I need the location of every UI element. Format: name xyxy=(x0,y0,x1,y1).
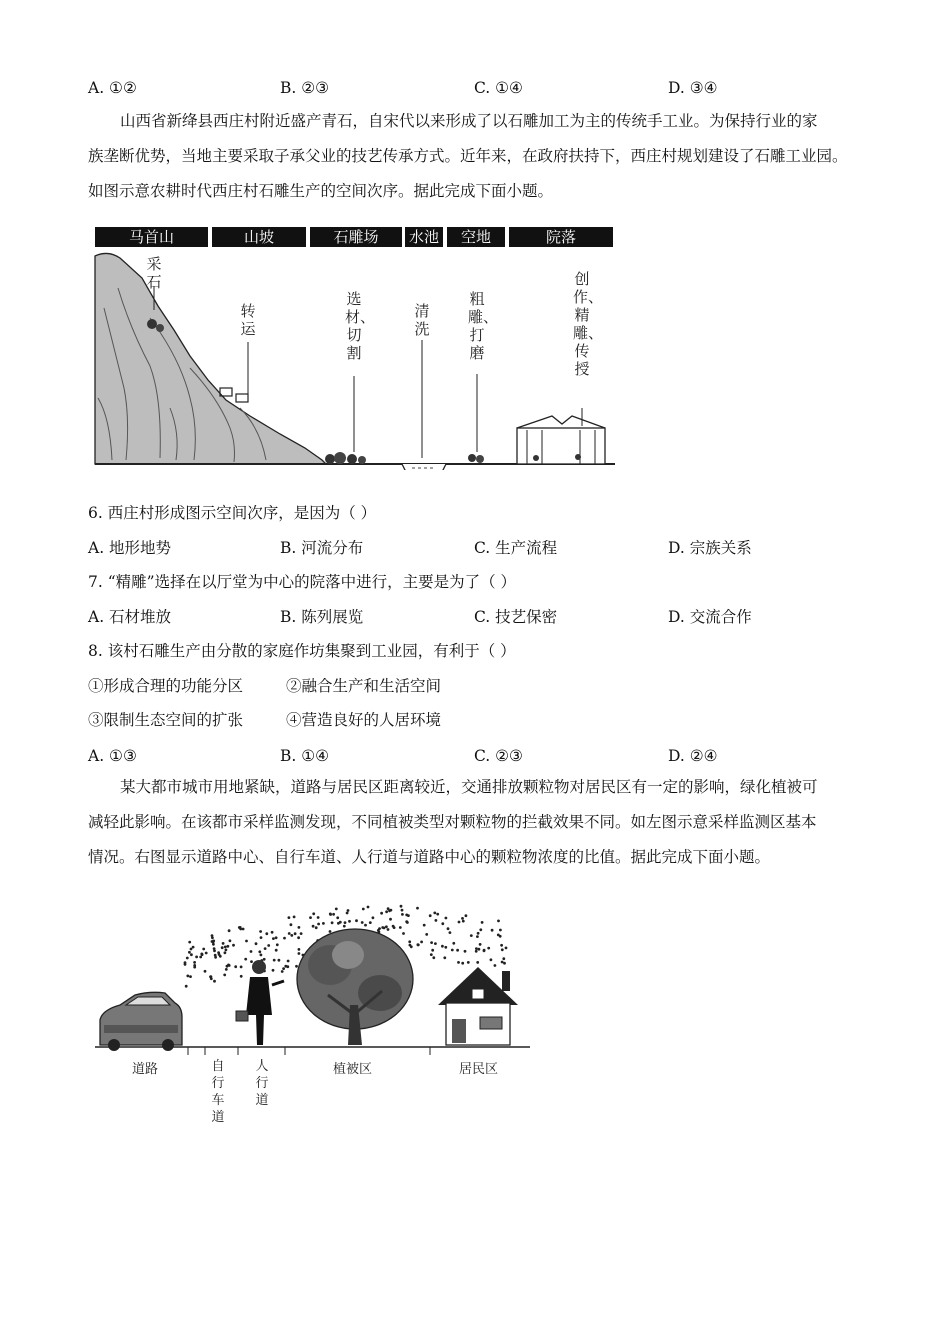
q7-stem: 7. “精雕”选择在以厅堂为中心的院落中进行，主要是为了（ ） xyxy=(88,573,516,591)
passage-2-line-3: 情况。右图显示道路中心、自行车道、人行道与道路中心的颗粒物浓度的比值。据此完成下面小题。 xyxy=(88,848,771,866)
particle-dot xyxy=(227,964,230,967)
passage-2-line-1: 某大都市城市用地紧缺，道路与居民区距离较近，交通排放颗粒物对居民区有一定的影响，绿化植被可 xyxy=(120,778,818,796)
particle-dot xyxy=(278,959,281,962)
particle-dot xyxy=(222,942,225,945)
particle-dot xyxy=(452,942,455,945)
particle-dot xyxy=(501,948,504,951)
particle-dot xyxy=(400,905,403,908)
q8-option-c[interactable]: C. ②③ xyxy=(474,747,523,765)
particle-dot xyxy=(263,958,266,961)
particle-dot xyxy=(417,943,420,946)
particle-dot xyxy=(315,926,318,929)
particle-dot xyxy=(276,943,279,946)
header-kongdi: 空地 xyxy=(447,227,505,247)
particle-dot xyxy=(186,975,189,978)
particle-dot xyxy=(317,916,320,919)
particle-dot xyxy=(195,956,198,959)
particle-dot xyxy=(287,960,290,963)
particle-dot xyxy=(483,949,486,952)
particle-dot xyxy=(214,956,217,959)
q6-option-c[interactable]: C. 生产流程 xyxy=(474,539,558,557)
particle-dot xyxy=(332,913,335,916)
particle-dot xyxy=(293,916,296,919)
particle-dot xyxy=(286,965,289,968)
particle-dot xyxy=(259,930,262,933)
particle-dot xyxy=(430,941,433,944)
particle-dot xyxy=(362,908,365,911)
particle-dot xyxy=(372,916,375,919)
particle-dot xyxy=(476,961,479,964)
particle-dot xyxy=(250,960,253,963)
particle-dot xyxy=(499,929,502,932)
particle-dot xyxy=(346,912,349,915)
label-zhuanyun: 转运 xyxy=(240,302,256,338)
particle-dot xyxy=(300,932,303,935)
particle-dot xyxy=(272,937,275,940)
particle-dot xyxy=(387,928,390,931)
particle-dot xyxy=(456,949,459,952)
particle-dot xyxy=(260,954,263,957)
particle-dot xyxy=(199,956,202,959)
particle-dot xyxy=(429,914,432,917)
particle-dot xyxy=(393,926,396,929)
particle-dot xyxy=(245,940,248,943)
label-qingxi: 清洗 xyxy=(414,302,430,338)
particle-dot xyxy=(258,950,261,953)
label-caishi: 采石 xyxy=(146,255,162,291)
passage-2-line-2: 减轻此影响。在该都市采样监测发现，不同植被类型对颗粒物的拦截效果不同。如左图示意采样监测区基本 xyxy=(88,813,817,831)
particle-dot xyxy=(188,951,191,954)
particle-dot xyxy=(193,961,196,964)
particle-dot xyxy=(186,957,189,960)
header-shanpo: 山坡 xyxy=(212,227,306,247)
q7-option-b[interactable]: B. 陈列展览 xyxy=(280,608,364,626)
particle-dot xyxy=(443,956,446,959)
particle-dot xyxy=(464,950,467,953)
label-residential: 居民区 xyxy=(459,1062,499,1077)
particle-dot xyxy=(213,980,216,983)
particle-dot xyxy=(190,953,193,956)
particle-dot xyxy=(433,912,436,915)
particle-dot xyxy=(232,944,235,947)
tree-icon xyxy=(297,929,413,1045)
particle-dot xyxy=(267,944,270,947)
particle-dot xyxy=(425,933,428,936)
label-sidewalk: 人行道 xyxy=(255,1059,269,1108)
particle-dot xyxy=(503,962,506,965)
particle-dot xyxy=(408,940,411,943)
particle-dot xyxy=(244,958,247,961)
particle-dot xyxy=(494,964,497,967)
pool-shape xyxy=(402,464,446,470)
particle-dot xyxy=(457,961,460,964)
particle-dot xyxy=(435,919,438,922)
header-shidiaochang: 石雕场 xyxy=(310,227,402,247)
particle-dot xyxy=(491,929,494,932)
particle-dot xyxy=(399,926,402,929)
particle-dot xyxy=(205,952,208,955)
particle-dot xyxy=(294,932,297,935)
particle-dot xyxy=(211,936,214,939)
header-shuichi: 水池 xyxy=(405,227,443,247)
particle-dot xyxy=(401,913,404,916)
q6-option-a[interactable]: A. 地形地势 xyxy=(88,539,172,557)
particle-dot xyxy=(475,947,478,950)
option-a[interactable]: A. ①② xyxy=(88,79,137,97)
header-yuanluo: 院落 xyxy=(509,227,613,247)
particle-dot xyxy=(461,962,464,965)
particle-dot xyxy=(479,928,482,931)
particle-dot xyxy=(272,969,275,972)
particle-dot xyxy=(295,965,298,968)
particle-dot xyxy=(312,925,315,928)
particle-dot xyxy=(409,944,412,947)
particle-dot xyxy=(213,949,216,952)
particle-dot xyxy=(282,967,285,970)
particle-dot xyxy=(431,949,434,952)
particle-dot xyxy=(275,936,278,939)
particle-dot xyxy=(416,907,419,910)
particle-dot xyxy=(444,946,447,949)
particle-dot xyxy=(369,921,372,924)
particle-dot xyxy=(224,951,227,954)
particle-dot xyxy=(361,921,364,924)
particle-dot xyxy=(298,948,301,951)
particle-dot xyxy=(335,908,338,911)
particle-dot xyxy=(406,921,409,924)
particle-dot xyxy=(344,921,347,924)
particle-dot xyxy=(255,942,258,945)
q6-option-b[interactable]: B. 河流分布 xyxy=(280,539,364,557)
q8-statement-3: ③限制生态空间的扩张 xyxy=(88,711,244,729)
particle-dot xyxy=(329,913,332,916)
particle-dot xyxy=(497,920,500,923)
particle-dot xyxy=(502,957,505,960)
particle-dot xyxy=(423,924,426,927)
particle-dot xyxy=(500,944,503,947)
particle-dot xyxy=(436,913,439,916)
particle-dot xyxy=(407,914,410,917)
particle-dot xyxy=(209,975,212,978)
particle-dot xyxy=(298,952,301,955)
particle-dot xyxy=(190,948,193,951)
particle-dot xyxy=(212,943,215,946)
particle-dot xyxy=(449,931,452,934)
label-bike-lane: 自行车道 xyxy=(211,1059,225,1125)
particle-dot xyxy=(476,935,479,938)
particle-dot xyxy=(380,912,383,915)
particle-dot xyxy=(275,949,278,952)
particle-dot xyxy=(240,966,243,969)
passage-1 xyxy=(88,104,870,209)
particle-dot xyxy=(343,925,346,928)
particle-dot xyxy=(479,943,482,946)
particle-dot xyxy=(364,924,367,927)
particle-dot xyxy=(288,932,291,935)
mountain-shape xyxy=(95,253,326,464)
courtyard-hall xyxy=(517,428,605,464)
particle-dot xyxy=(192,946,195,949)
particle-dot xyxy=(264,947,267,950)
header-mashoushan: 马首山 xyxy=(95,227,208,247)
particle-dot xyxy=(451,949,454,952)
particle-dot xyxy=(273,959,276,962)
particle-dot xyxy=(309,916,312,919)
particle-dot xyxy=(387,907,390,910)
particle-dot xyxy=(477,932,480,935)
label-chuangzuo: 创作、精雕、传授 xyxy=(573,270,604,378)
particle-dot xyxy=(234,965,237,968)
particle-dot xyxy=(188,941,191,944)
particle-dot xyxy=(355,919,358,922)
particle-dot xyxy=(223,974,226,977)
particle-dot xyxy=(260,936,263,939)
particle-dot xyxy=(200,953,203,956)
passage-1-line-3: 如图示意农耕时代西庄村石雕生产的空间次序。据此完成下面小题。 xyxy=(88,182,554,200)
q8-option-b[interactable]: B. ①④ xyxy=(280,747,330,765)
particle-dot xyxy=(317,923,320,926)
particle-dot xyxy=(490,958,493,961)
particle-dot xyxy=(239,926,242,929)
q8-option-a[interactable]: A. ①③ xyxy=(88,747,137,765)
q8-statement-2: ②融合生产和生活空间 xyxy=(286,677,442,695)
pedestrian-icon xyxy=(236,960,284,1045)
particle-dot xyxy=(288,916,291,919)
particle-dot xyxy=(271,931,274,934)
option-b[interactable]: B. ②③ xyxy=(280,79,330,97)
particle-dot xyxy=(225,968,228,971)
car-icon xyxy=(100,992,182,1051)
particle-dot xyxy=(505,947,508,950)
particle-dot xyxy=(322,922,325,925)
particle-dot xyxy=(367,906,370,909)
particle-dot xyxy=(202,948,205,951)
q8-statement-1: ①形成合理的功能分区 xyxy=(88,677,244,695)
particle-dot xyxy=(218,953,221,956)
particle-dot xyxy=(298,926,301,929)
particle-dot xyxy=(281,970,284,973)
particle-dot xyxy=(402,932,405,935)
q8-option-d[interactable]: D. ②④ xyxy=(668,747,718,765)
particle-dot xyxy=(481,921,484,924)
particle-dot xyxy=(458,921,461,924)
passage-2 xyxy=(88,770,870,875)
particle-dot xyxy=(189,975,192,978)
option-d[interactable]: D. ③④ xyxy=(668,79,718,97)
particle-dot xyxy=(290,934,293,937)
q7-option-d[interactable]: D. 交流合作 xyxy=(668,608,752,626)
particle-dot xyxy=(348,920,351,923)
particle-dot xyxy=(240,975,243,978)
particle-dot xyxy=(297,936,300,939)
particle-dot xyxy=(337,922,340,925)
particle-dot xyxy=(432,956,435,959)
particle-dot xyxy=(227,945,230,948)
particle-dot xyxy=(462,920,465,923)
particle-dot xyxy=(385,925,388,928)
particle-dot xyxy=(185,985,188,988)
particle-dot xyxy=(420,941,423,944)
particle-dot xyxy=(329,930,332,933)
particle-dot xyxy=(193,964,196,967)
label-xuancai: 选材、切割 xyxy=(345,290,376,362)
particle-dot xyxy=(478,948,481,951)
particle-dot xyxy=(445,917,448,920)
particle-dot xyxy=(221,946,224,949)
particle-dot xyxy=(225,949,228,952)
particle-dot xyxy=(470,934,473,937)
particle-dot xyxy=(204,970,207,973)
particle-dot xyxy=(430,953,433,956)
house-icon xyxy=(438,967,518,1045)
particle-dot xyxy=(461,917,464,920)
particle-dot xyxy=(228,929,231,932)
q8-statement-4: ④营造良好的人居环境 xyxy=(286,711,442,729)
label-vegetation: 植被区 xyxy=(333,1062,373,1077)
particle-dot xyxy=(242,928,245,931)
particle-dot xyxy=(434,942,437,945)
particle-dot xyxy=(467,961,470,964)
particle-dot xyxy=(385,910,388,913)
particle-dot xyxy=(290,923,293,926)
q7-option-c[interactable]: C. 技艺保密 xyxy=(474,608,558,626)
label-cudiao: 粗雕、打磨 xyxy=(468,290,499,362)
particle-dot xyxy=(501,961,504,964)
option-c[interactable]: C. ①④ xyxy=(474,79,523,97)
particle-dot xyxy=(401,909,404,912)
particle-dot xyxy=(229,939,232,942)
particle-dot xyxy=(265,932,268,935)
passage-1-line-1: 山西省新绛县西庄村附近盛产青石，自宋代以来形成了以石雕加工为主的传统手工业。为保持行业的家 xyxy=(120,112,818,130)
particle-dot xyxy=(336,916,339,919)
particle-dot xyxy=(487,947,490,950)
q6-option-d[interactable]: D. 宗族关系 xyxy=(668,539,752,557)
particle-dot xyxy=(347,909,350,912)
particle-dot xyxy=(283,937,286,940)
label-road: 道路 xyxy=(132,1062,159,1077)
particle-dot xyxy=(331,921,334,924)
particle-dot xyxy=(497,934,500,937)
particle-dot xyxy=(389,918,392,921)
particle-dot xyxy=(224,946,227,949)
particle-dot xyxy=(447,927,450,930)
particle-dot xyxy=(250,950,253,953)
sampling-scene xyxy=(90,895,540,1057)
particle-dot xyxy=(184,961,187,964)
q6-stem: 6. 西庄村形成图示空间次序，是因为（ ） xyxy=(88,504,377,522)
particle-dot xyxy=(441,922,444,925)
q7-option-a[interactable]: A. 石材堆放 xyxy=(88,608,172,626)
particle-dot xyxy=(211,940,214,943)
q8-stem: 8. 该村石雕生产由分散的家庭作坊集聚到工业园，有利于（ ） xyxy=(88,642,516,660)
particle-dot xyxy=(465,914,468,917)
particle-dot xyxy=(381,926,384,929)
particle-dot xyxy=(475,950,478,953)
passage-1-line-2: 族垄断优势，当地主要采取子承父业的技艺传承方式。近年来，在政府扶持下，西庄村规划建设了石雕工业园。 xyxy=(88,147,848,165)
particle-dot xyxy=(441,945,444,948)
particle-dot xyxy=(312,912,315,915)
